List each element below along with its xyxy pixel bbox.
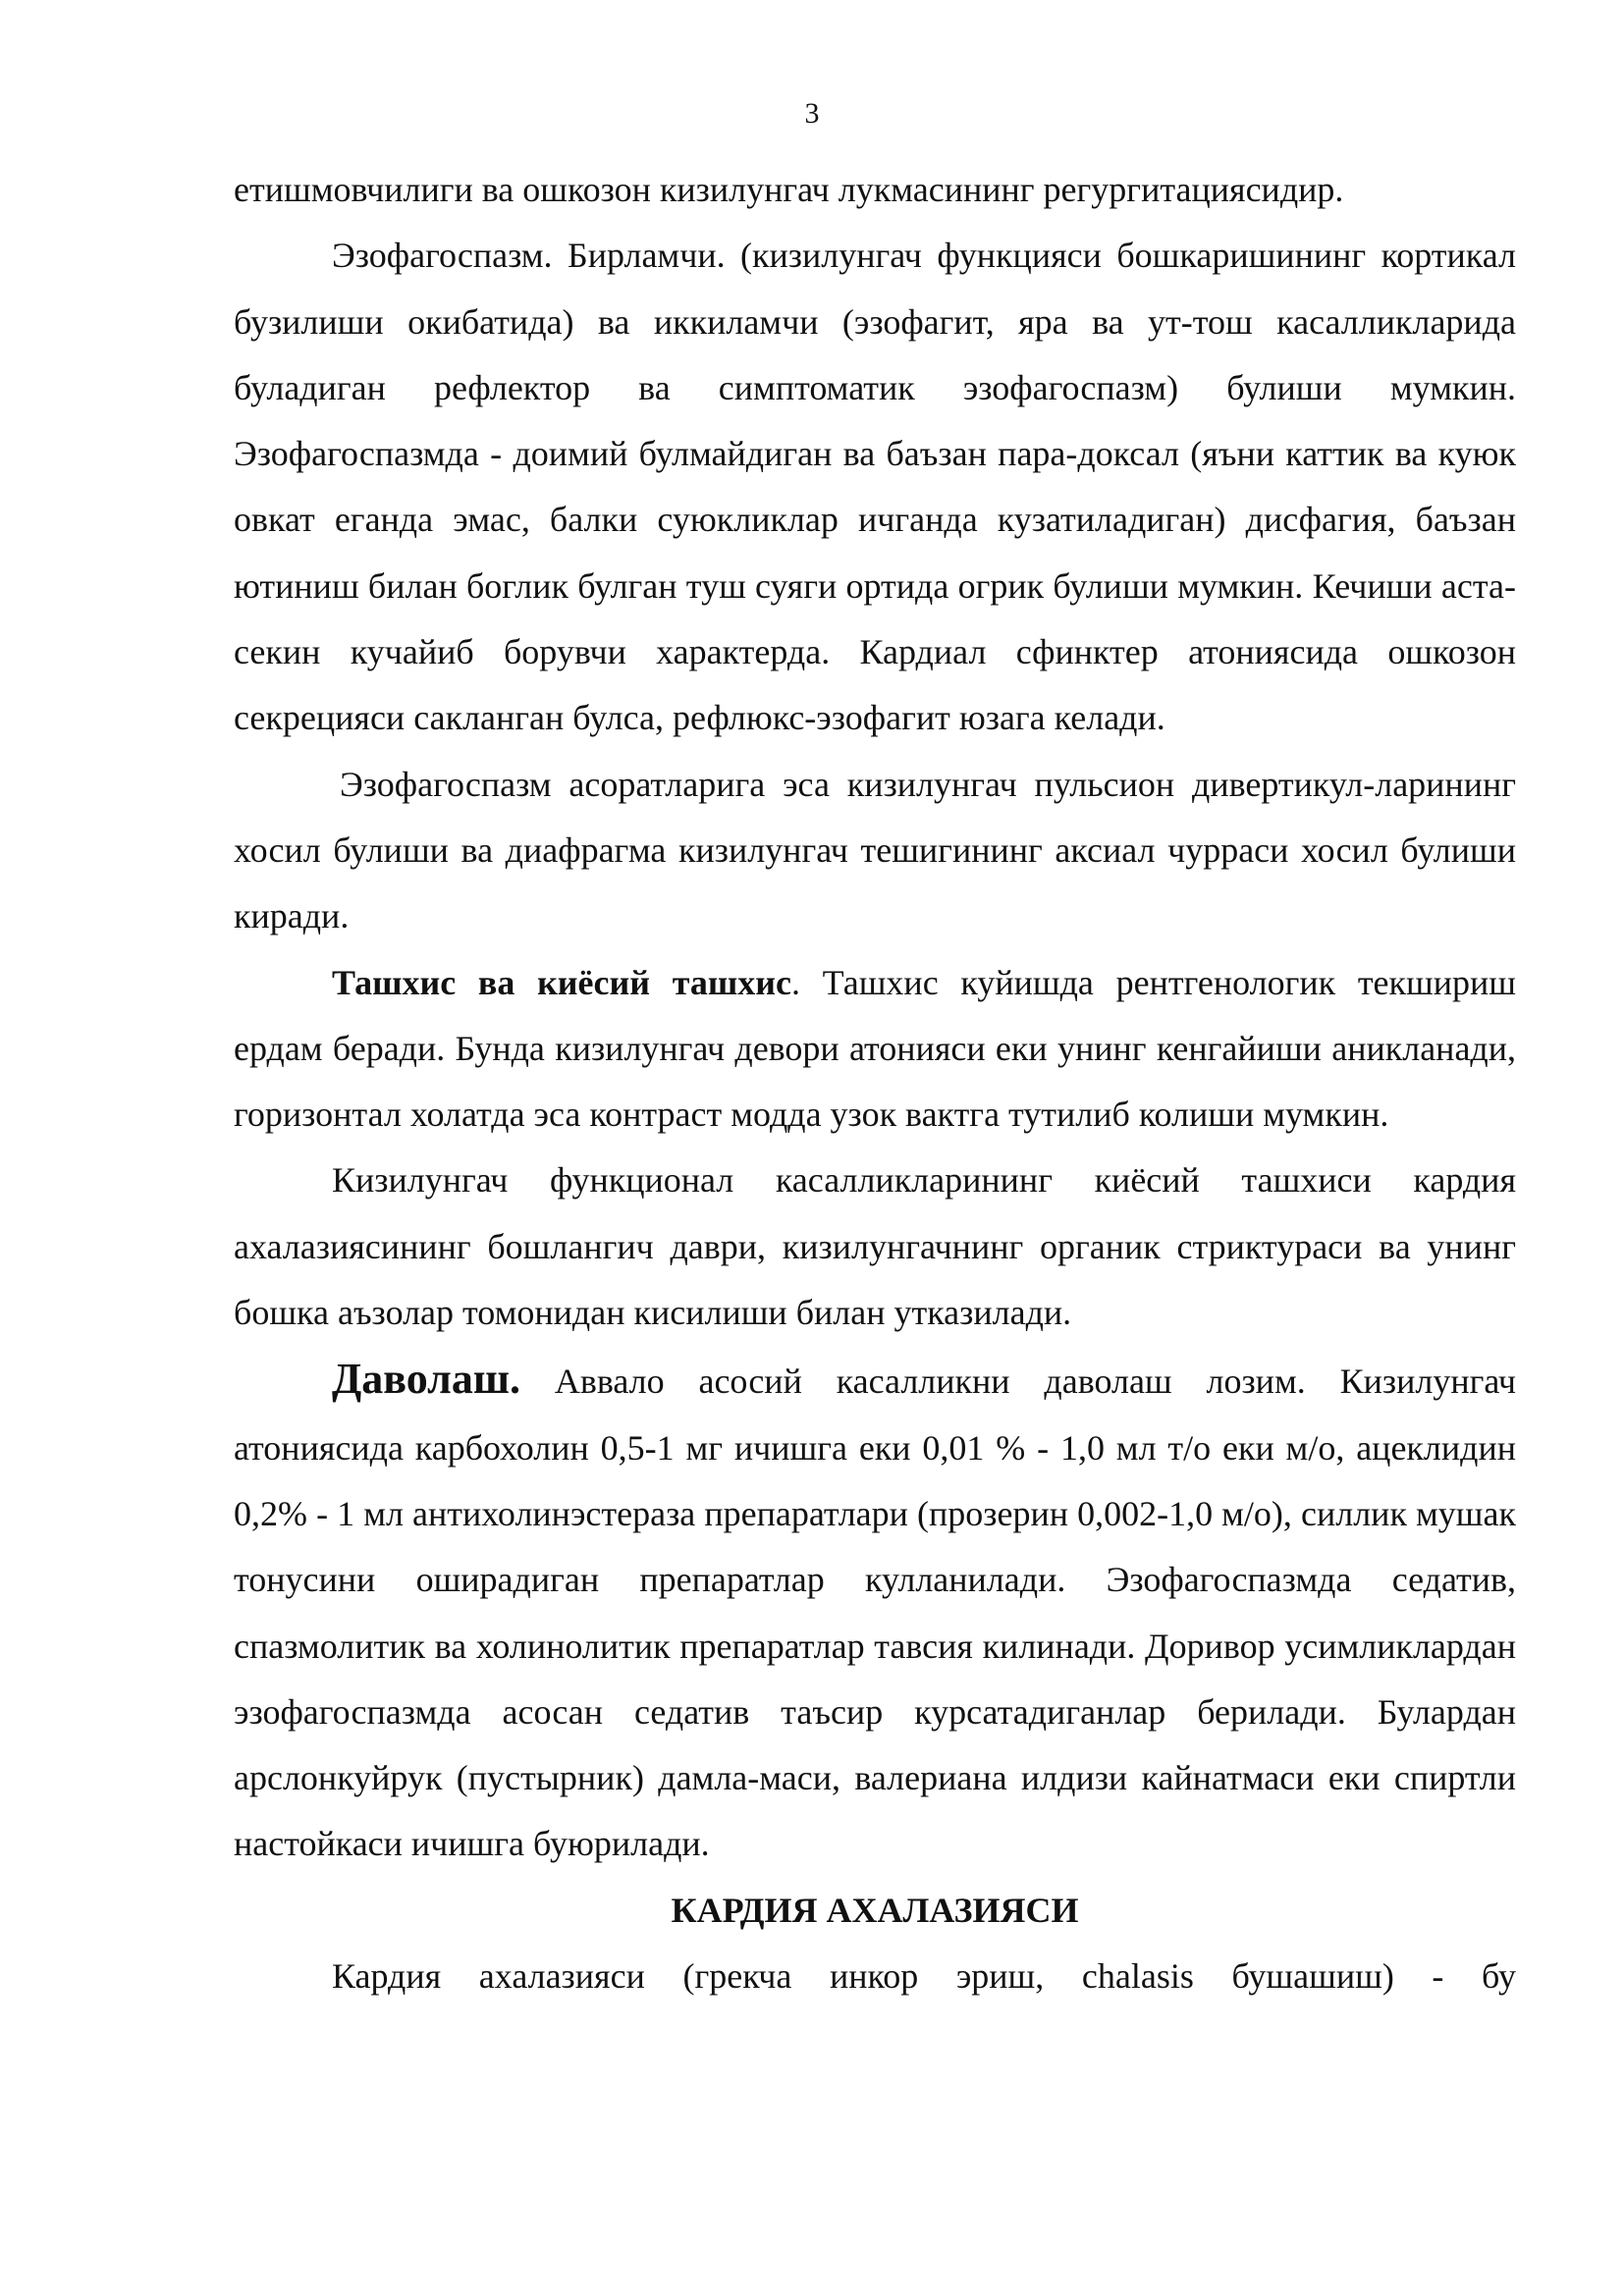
document-body	[234, 157, 1516, 2009]
paragraph-esophagospasm: Эзофагоспазм. Бирламчи. (кизилунгач функцияси бошкаришининг кортикал бузилиши окибатида) ва иккиламчи (эзофагит, яра ва ут-тош касалликларида буладиган рефлектор ва симптоматик эзофагоспазм) булиши мумкин. Эзофагоспазмда - доимий булмайдиган ва баъзан пара-доксал (яъни каттик ва куюк овкат еганда эмас, балки суюкликлар ичганда кузатиладиган) дисфагия, баъзан ютиниш билан боглик булган туш суяги ортида огрик булиши мумкин. Кечиши аста-секин кучайиб борувчи характерда. Кардиал сфинктер атониясида ошкозон секрецияси сакланган булса, рефлюкс-эзофагит юзага келади.	[234, 236, 1516, 738]
paragraph-complications: Эзофагоспазм асоратларига эса кизилунгач пульсион дивертикул-ларининг хосил булиши ва диафрагма кизилунгач тешигининг аксиал чурраси хосил булиши киради.	[234, 764, 1516, 936]
diagnosis-term: Ташхис ва киёсий ташхис	[332, 962, 791, 1002]
page-number: 3	[804, 97, 820, 130]
paragraph-diagnosis	[234, 950, 1516, 1148]
paragraph-treatment	[234, 1346, 1516, 1877]
paragraph-achalasia: Кардия ахалазияси (грекча инкор эриш, chalasis бушашиш) - бу	[332, 1956, 1516, 1997]
paragraph-differential: Кизилунгач функционал касалликларининг киёсий ташхиси кардия ахалазиясининг бошлангич даври, кизилунгачнинг органик стриктураси ва унинг бошка аъзолар томонидан кисилиши билан утказилади.	[234, 1160, 1516, 1333]
treatment-text: Аввало асосий касалликни даволаш лозим. Кизилунгач атониясида карбохолин 0,5-1 мг ичишга еки 0,01 % - 1,0 мл т/о еки м/о, ацеклидин 0,2% - 1 мл антихолинэстераза препаратлари (прозерин 0,002-1,0 м/о), силлик мушак тонусини оширадиган препаратлар кулланилади. Эзофагоспазмда седатив, спазмолитик ва холинолитик препаратлар тавсия килинади. Доривор усимликлардан эзофагоспазмда асосан седатив таъсир курсатадиганлар берилади. Булардан арслонкуйрук (пустырник) дамла-маси, валериана илдизи кайнатмаси еки спиртли настойкаси ичишга буюрилади.	[234, 1362, 1516, 1864]
treatment-term: Даволаш.	[332, 1355, 520, 1404]
diagnosis-text: . Ташхис куйишда рентгенологик текшириш ердам беради. Бунда кизилунгач девори атонияси еки унинг кенгайиши аникланади, горизонтал холатда эса контраст модда узок вактга тутилиб колиши мумкин.	[234, 962, 1516, 1135]
paragraph-continuation: етишмовчилиги ва ошкозон кизилунгач лукмасининг регургитациясидир.	[234, 170, 1344, 209]
section-heading: КАРДИЯ АХАЛАЗИЯСИ	[671, 1890, 1079, 1930]
